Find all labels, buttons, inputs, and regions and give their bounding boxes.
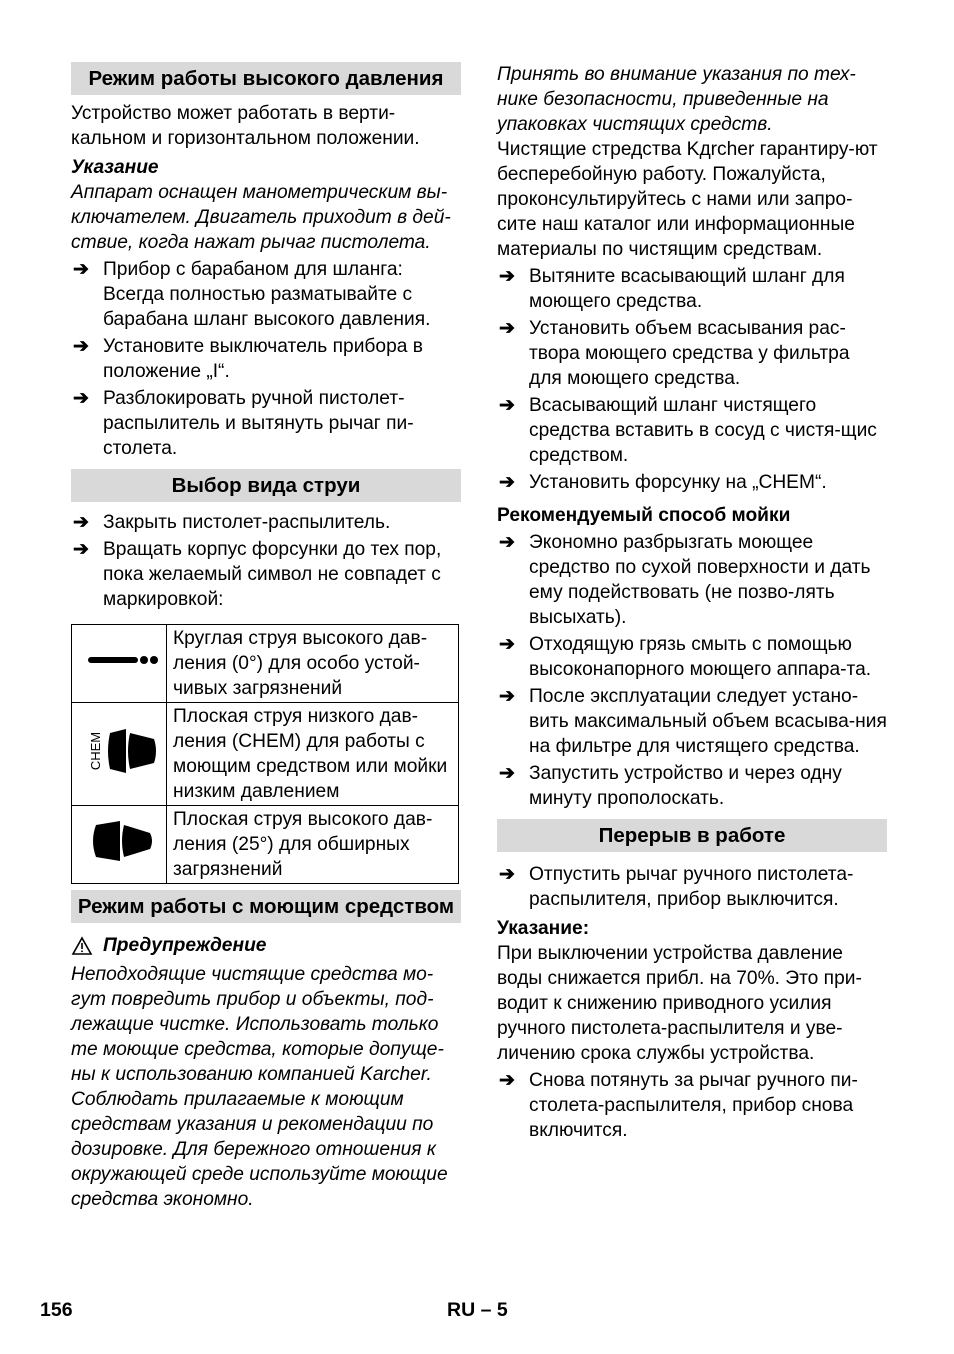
list-item: ➔ Отходящую грязь смыть с помощью высоконапорного моющего аппара-та.	[499, 634, 872, 680]
arrow-icon: ➔	[499, 395, 515, 416]
arrow-icon: ➔	[499, 266, 515, 287]
list-item: ➔ Снова потянуть за рычаг ручного пи-столета-распылителя, прибор снова включится.	[499, 1070, 858, 1141]
section-heading-high-pressure: Режим работы высокого давления	[71, 62, 461, 95]
table-row	[72, 703, 459, 806]
arrow-icon: ➔	[73, 539, 89, 560]
list-item: ➔ Закрыть пистолет-распылитель.	[73, 512, 391, 533]
arrow-icon: ➔	[499, 472, 515, 493]
section-heading-detergent-mode: Режим работы с моющим средством	[71, 890, 461, 923]
arrow-icon: ➔	[73, 336, 89, 357]
table-row	[72, 806, 459, 884]
list-item-subtext: Всегда полностью разматывайте с барабана шланг высокого давления.	[103, 284, 431, 330]
paragraph: Чистящие стредства Kдrcher гарантиру-ют бесперебойную работу. Пожалуйста, проконсультируйтесь с нами или запро-сите наш каталог или информационные материалы по чистящим средствам.	[497, 139, 878, 260]
table-row	[72, 625, 459, 703]
round-jet-icon	[72, 625, 167, 703]
note-text: При выключении устройства давление воды снижается прибл. на 70%. Это при-водит к снижению приводного усилия ручного пистолета-распылителя и уве-личению срока службы устройства.	[497, 943, 862, 1064]
arrow-icon: ➔	[73, 512, 89, 533]
note-label: Указание:	[497, 918, 590, 939]
list-item: ➔ Разблокировать ручной пистолет-распылитель и вытянуть рычаг пи-столета.	[73, 388, 414, 459]
sub-heading: Рекомендуемый способ мойки	[497, 505, 791, 526]
arrow-icon: ➔	[499, 763, 515, 784]
arrow-icon: ➔	[499, 634, 515, 655]
chem-flat-jet-icon	[72, 703, 167, 806]
section-heading-jet-selection: Выбор вида струи	[71, 469, 461, 502]
list-item: ➔ Установить форсунку на „CHEM“.	[499, 472, 827, 493]
right-column	[497, 62, 887, 1143]
list-item: ➔ Всасывающий шланг чистящего средства вставить в сосуд с чистя-щис средством.	[499, 395, 877, 466]
note-label: Указание	[71, 157, 159, 178]
paragraph: Устройство может работать в верти-кальном и горизонтальном положении.	[71, 103, 420, 149]
warning-heading: Предупреждение	[71, 933, 461, 958]
warning-text: Неподходящие чистящие средства мо-гут повредить прибор и объекты, под-лежащие чистке. Использовать только те моющие средства, которые допуще-ны к использованию компанией Karcher. Соблюдать прилагаемые к моющим средствам указания и рекомендации по дозировке. Для бережного отношения к окружающей среде используйте моющие средства экономно.	[71, 964, 448, 1210]
svg-text:CHEM: CHEM	[88, 731, 103, 770]
note-text: Аппарат оснащен манометрическим вы-ключателем. Двигатель приходит в дей-ствие, когда нажат рычаг пистолета.	[71, 182, 451, 253]
list-item: ➔ Прибор с барабаном для шланга:	[73, 259, 403, 280]
section-marker: RU – 5	[447, 1299, 508, 1321]
flat-jet-icon	[72, 806, 167, 884]
jet-types-table	[71, 624, 459, 884]
table-cell: Плоская струя высокого дав-ления (25°) для обширных загрязнений	[167, 806, 459, 884]
list-item: ➔ Установить объем всасывания рас-твора моющего средства у фильтра для моющего средства.	[499, 318, 850, 389]
page-number: 156	[40, 1299, 73, 1321]
list-item: ➔ После эксплуатации следует устано-вить максимальный объем всасыва-ния на фильтре для чистящего средства.	[499, 686, 887, 757]
arrow-icon: ➔	[499, 864, 515, 885]
list-item: ➔ Отпустить рычаг ручного пистолета-распылителя, прибор выключится.	[499, 864, 854, 910]
warning-triangle-icon	[71, 936, 93, 956]
arrow-icon: ➔	[499, 318, 515, 339]
left-column	[71, 62, 461, 1212]
list-item: ➔ Вытяните всасывающий шланг для моющего средства.	[499, 266, 845, 312]
list-item: ➔ Экономно разбрызгать моющее средство по сухой поверхности и дать ему подействовать (не позво-лять высыхать).	[499, 532, 871, 628]
arrow-icon: ➔	[73, 259, 89, 280]
arrow-icon: ➔	[499, 1070, 515, 1091]
table-cell: Круглая струя высокого дав-ления (0°) для особо устой-чивых загрязнений	[167, 625, 459, 703]
arrow-icon: ➔	[499, 686, 515, 707]
list-item: ➔ Вращать корпус форсунки до тех пор, пока желаемый символ не совпадет с маркировкой:	[73, 539, 442, 610]
list-item: ➔ Запустить устройство и через одну минуту прополоскать.	[499, 763, 842, 809]
list-item: ➔ Установите выключатель прибора в положение „I“.	[73, 336, 423, 382]
safety-note: Принять во внимание указания по тех-нике безопасности, приведенные на упаковках чистящих средств.	[497, 64, 856, 135]
table-cell: Плоская струя низкого дав-ления (CHEM) для работы с моющим средством или мойки низким давлением	[167, 703, 459, 806]
arrow-icon: ➔	[499, 532, 515, 553]
arrow-icon: ➔	[73, 388, 89, 409]
section-heading-work-break: Перерыв в работе	[497, 819, 887, 852]
